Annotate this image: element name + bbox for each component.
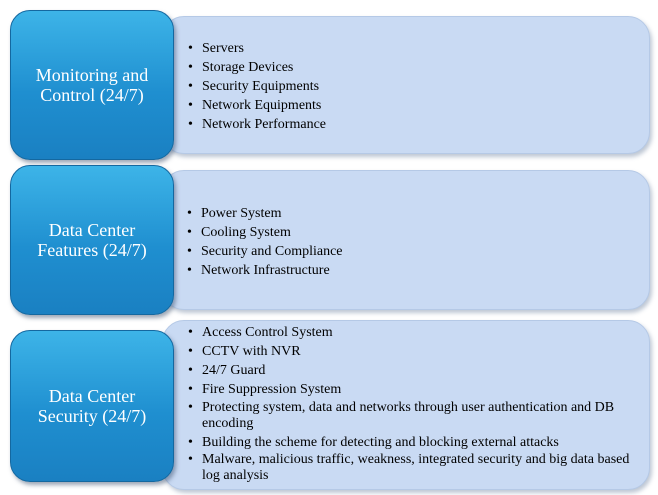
monitoring-list <box>188 39 628 134</box>
features-list <box>187 204 627 280</box>
list-item: • Storage Devices <box>188 58 628 77</box>
badge-title-line: Monitoring and <box>35 65 149 85</box>
list-item: • Building the scheme for detecting and blocking external attacks <box>188 433 643 452</box>
list-item: • Network Equipments <box>188 96 628 115</box>
panel-security <box>162 320 650 490</box>
panel-monitoring <box>162 16 650 154</box>
badge-security <box>10 330 174 482</box>
list-item: • Network Performance <box>188 115 628 134</box>
list-item: • Security and Compliance <box>187 242 627 261</box>
list-item: • 24/7 Guard <box>188 361 643 380</box>
list-item: • Fire Suppression System <box>188 380 643 399</box>
badge-title-line: Control (24/7) <box>40 85 144 105</box>
panel-features <box>162 170 650 310</box>
list-item: • Cooling System <box>187 223 627 242</box>
list-item: • Servers <box>188 39 628 58</box>
list-item: • Protecting system, data and networks through user authentication and DB encoding <box>188 400 643 432</box>
badge-title-line: Security (24/7) <box>37 406 147 426</box>
badge-monitoring <box>10 10 174 160</box>
list-item: • Power System <box>187 204 627 223</box>
list-item: • Malware, malicious traffic, weakness, integrated security and big data based log analysis <box>188 452 643 484</box>
badge-title-line: Data Center <box>48 386 136 406</box>
list-item: • CCTV with NVR <box>188 342 643 361</box>
security-list <box>188 323 643 484</box>
badge-features <box>10 165 174 315</box>
list-item: • Access Control System <box>188 323 643 342</box>
badge-title-line: Data Center <box>48 220 136 240</box>
list-item: • Network Infrastructure <box>187 261 627 280</box>
list-item: • Security Equipments <box>188 77 628 96</box>
badge-title-line: Features (24/7) <box>37 240 147 260</box>
